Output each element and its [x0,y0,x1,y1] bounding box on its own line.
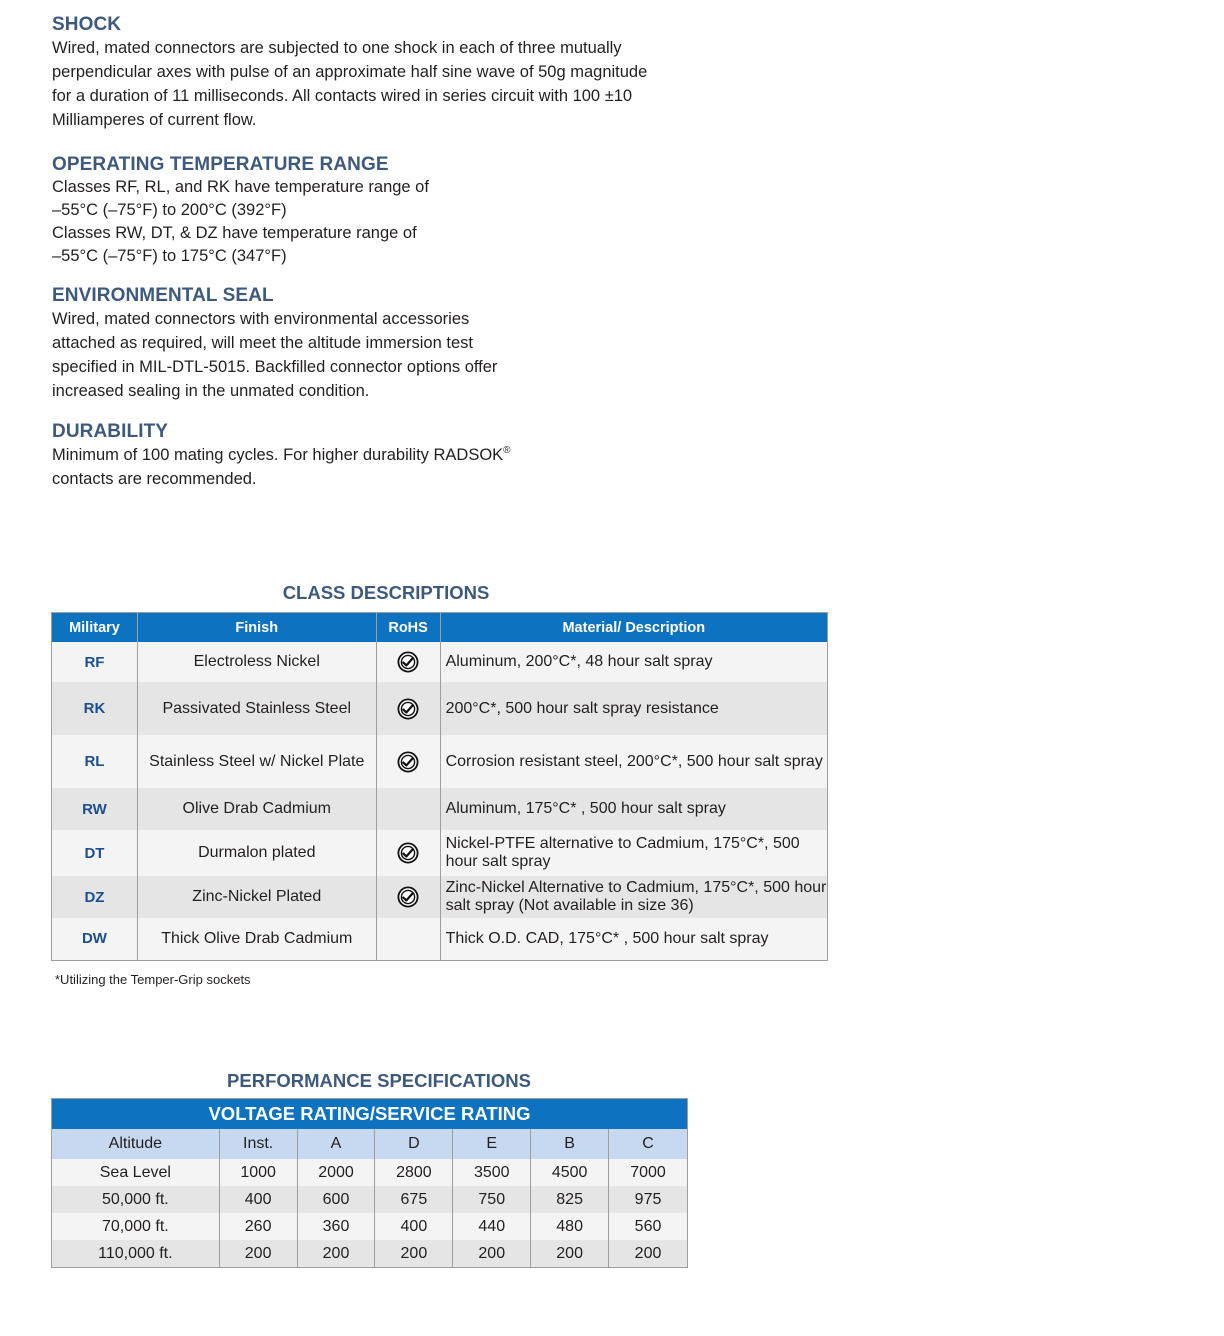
col-header: Altitude [52,1129,220,1159]
table-header-row [52,1129,688,1159]
altitude-cell: 50,000 ft. [52,1186,220,1213]
military-code: RL [52,735,138,788]
rohs-cell [376,735,440,788]
rating-cell: 440 [453,1213,531,1240]
rohs-compliant-icon [397,842,419,864]
description-cell: Corrosion resistant steel, 200°C*, 500 hour salt spray [440,735,827,788]
rohs-compliant-icon [397,651,419,673]
rating-cell: 750 [453,1186,531,1213]
altitude-cell: 70,000 ft. [52,1213,220,1240]
table-row [52,1159,688,1186]
military-code: DZ [52,876,138,918]
section-operating-temperature [52,154,429,268]
class-table-title: CLASS DESCRIPTIONS [282,582,490,603]
table-row [52,918,828,960]
durability-line-1: Minimum of 100 mating cycles. For higher durability RADSOK [52,446,504,464]
rating-cell: 360 [297,1213,375,1240]
finish-cell: Zinc-Nickel Plated [137,876,376,918]
finish-cell: Olive Drab Cadmium [137,788,376,830]
rating-cell: 260 [219,1213,297,1240]
table-row [52,1213,688,1240]
section-title: DURABILITY [52,421,169,442]
table-row [52,1240,688,1268]
military-code: DW [52,918,138,960]
col-header-description: Material/ Description [440,613,827,643]
description-cell: Zinc-Nickel Alternative to Cadmium, 175°C*, 500 hour salt spray (Not available in size 36) [440,876,827,918]
rating-cell: 400 [375,1213,453,1240]
table-row [52,682,828,735]
rohs-compliant-icon [397,698,419,720]
table-row [52,1186,688,1213]
rating-cell: 200 [453,1240,531,1268]
col-header: E [453,1129,531,1159]
military-code: DT [52,830,138,876]
section-shock [52,14,647,132]
footnote: *Utilizing the Temper-Grip sockets [55,972,251,987]
perf-table-title: PERFORMANCE SPECIFICATIONS [227,1070,531,1091]
rating-cell: 480 [531,1213,609,1240]
rohs-cell [376,642,440,682]
perf-table-subtitle: VOLTAGE RATING/SERVICE RATING [52,1099,688,1130]
rating-cell: 2800 [375,1159,453,1186]
rating-cell: 7000 [609,1159,688,1186]
rating-cell: 4500 [531,1159,609,1186]
description-cell: Aluminum, 200°C*, 48 hour salt spray [440,642,827,682]
section-title: ENVIRONMENTAL SEAL [52,285,274,306]
table-row [52,642,828,682]
section-title: OPERATING TEMPERATURE RANGE [52,154,389,175]
rating-cell: 825 [531,1186,609,1213]
description-cell: Aluminum, 175°C* , 500 hour salt spray [440,788,827,830]
col-header: Inst. [219,1129,297,1159]
col-header: A [297,1129,375,1159]
performance-specifications-table [51,1098,688,1268]
military-code: RF [52,642,138,682]
section-durability [52,421,511,491]
durability-line-2: contacts are recommended. [52,470,257,488]
altitude-cell: 110,000 ft. [52,1240,220,1268]
finish-cell: Stainless Steel w/ Nickel Plate [137,735,376,788]
description-cell: 200°C*, 500 hour salt spray resistance [440,682,827,735]
col-header-finish: Finish [137,613,376,643]
rating-cell: 200 [609,1240,688,1268]
finish-cell: Thick Olive Drab Cadmium [137,918,376,960]
rating-cell: 200 [531,1240,609,1268]
table-row [52,830,828,876]
rating-cell: 675 [375,1186,453,1213]
description-cell: Nickel-PTFE alternative to Cadmium, 175°C*, 500 hour salt spray [440,830,827,876]
section-environmental-seal [52,285,497,403]
rating-cell: 600 [297,1186,375,1213]
altitude-cell: Sea Level [52,1159,220,1186]
description-cell: Thick O.D. CAD, 175°C* , 500 hour salt spray [440,918,827,960]
rohs-cell [376,830,440,876]
col-header: B [531,1129,609,1159]
section-title: SHOCK [52,14,122,35]
rohs-cell [376,788,440,830]
military-code: RW [52,788,138,830]
table-header-row [52,613,828,643]
rating-cell: 200 [219,1240,297,1268]
section-body: Wired, mated connectors with environmental accessories attached as required, will meet the altitude immersion test specified in MIL-DTL-5015. Backfilled connector options offer increased sealing in the unmated condition. [52,310,498,400]
rating-cell: 560 [609,1213,688,1240]
rohs-compliant-icon [397,751,419,773]
finish-cell: Durmalon plated [137,830,376,876]
rating-cell: 975 [609,1186,688,1213]
registered-mark: ® [503,445,511,456]
table-row [52,876,828,918]
col-header-rohs: RoHS [376,613,440,643]
col-header: D [375,1129,453,1159]
rohs-cell [376,876,440,918]
class-descriptions-table [51,612,828,961]
rating-cell: 200 [375,1240,453,1268]
rating-cell: 1000 [219,1159,297,1186]
rating-cell: 200 [297,1240,375,1268]
rating-cell: 400 [219,1186,297,1213]
rohs-cell [376,918,440,960]
section-body [52,443,511,491]
rating-cell: 3500 [453,1159,531,1186]
military-code: RK [52,682,138,735]
finish-cell: Passivated Stainless Steel [137,682,376,735]
table-row [52,735,828,788]
rohs-cell [376,682,440,735]
rating-cell: 2000 [297,1159,375,1186]
finish-cell: Electroless Nickel [137,642,376,682]
table-row [52,788,828,830]
col-header-military: Military [52,613,138,643]
col-header: C [609,1129,688,1159]
rohs-compliant-icon [397,886,419,908]
section-body: Classes RF, RL, and RK have temperature range of –55°C (–75°F) to 200°C (392°F) Classes RW, DT, & DZ have temperature range of –55°C (–75°F) to 175°C (347°F) [52,178,429,265]
section-body: Wired, mated connectors are subjected to one shock in each of three mutually perpendicular axes with pulse of an approximate half sine wave of 50g magnitude for a duration of 11 milliseconds. All contacts wired in series circuit with 100 ±10 Milliamperes of current flow. [52,39,648,129]
